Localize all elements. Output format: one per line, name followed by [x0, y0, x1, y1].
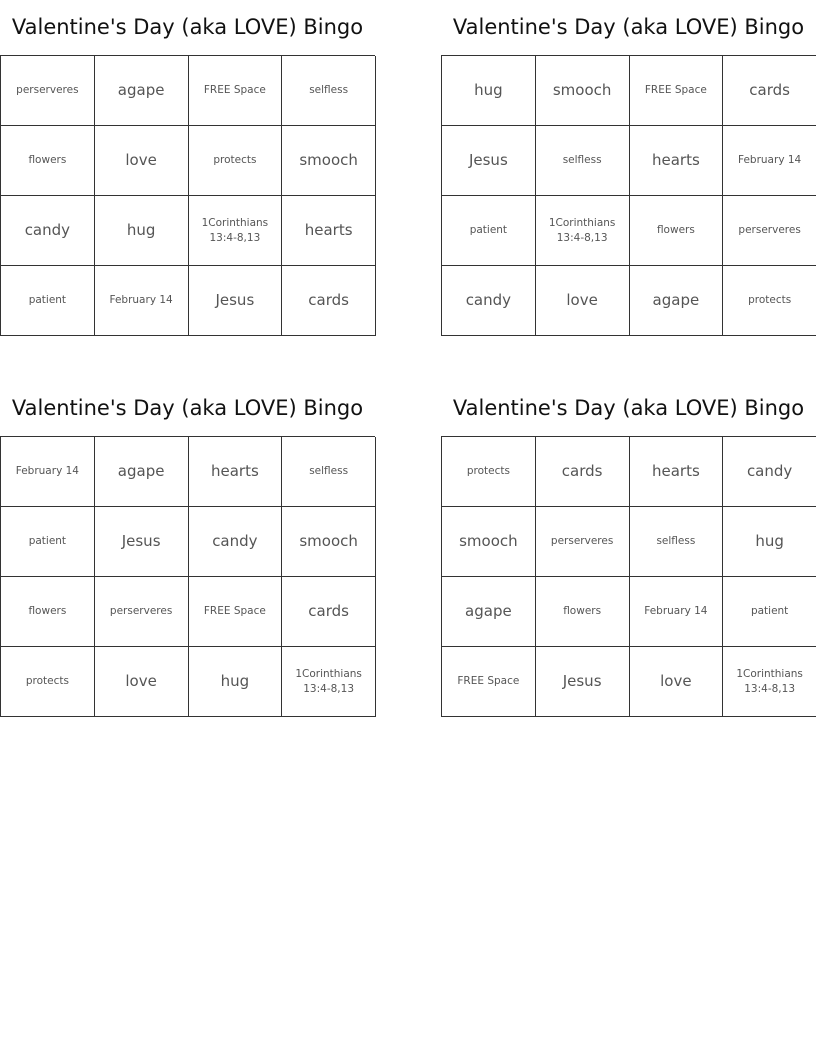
bingo-cell: candy [442, 266, 536, 336]
bingo-cell: FREE Space [189, 56, 283, 126]
bingo-cell: love [630, 647, 724, 717]
bingo-cell: smooch [442, 507, 536, 577]
bingo-cell: hearts [282, 196, 376, 266]
bingo-cell: Jesus [189, 266, 283, 336]
bingo-cell: FREE Space [189, 577, 283, 647]
bingo-cell: February 14 [723, 126, 816, 196]
card-title: Valentine's Day (aka LOVE) Bingo [11, 396, 364, 420]
bingo-cell: patient [442, 196, 536, 266]
bingo-cell: agape [630, 266, 724, 336]
bingo-cell: cards [723, 56, 816, 126]
bingo-cell: perserveres [536, 507, 630, 577]
bingo-cell: perserveres [1, 56, 95, 126]
bingo-cell: smooch [282, 507, 376, 577]
bingo-grid [0, 55, 375, 336]
card-title: Valentine's Day (aka LOVE) Bingo [452, 15, 805, 39]
bingo-cell: cards [282, 577, 376, 647]
bingo-cell: hearts [630, 437, 724, 507]
bingo-cell: selfless [536, 126, 630, 196]
card-title: Valentine's Day (aka LOVE) Bingo [452, 396, 805, 420]
bingo-cell: protects [723, 266, 816, 336]
bingo-cell: hug [189, 647, 283, 717]
bingo-cell: hug [442, 56, 536, 126]
bingo-card-3 [0, 381, 375, 717]
bingo-cell: hug [723, 507, 816, 577]
bingo-card-1 [0, 0, 375, 336]
bingo-cell: February 14 [630, 577, 724, 647]
bingo-cell: smooch [536, 56, 630, 126]
bingo-cell: 1Corinthians 13:4-8,13 [536, 196, 630, 266]
bingo-cell: protects [442, 437, 536, 507]
bingo-cell: agape [95, 56, 189, 126]
bingo-cell: selfless [282, 56, 376, 126]
bingo-cell: smooch [282, 126, 376, 196]
card-title: Valentine's Day (aka LOVE) Bingo [11, 15, 364, 39]
bingo-cell: selfless [282, 437, 376, 507]
bingo-cell: FREE Space [630, 56, 724, 126]
bingo-cell: agape [442, 577, 536, 647]
bingo-cell: protects [1, 647, 95, 717]
bingo-cell: FREE Space [442, 647, 536, 717]
bingo-cell: flowers [630, 196, 724, 266]
bingo-grid [0, 436, 375, 717]
bingo-cell: hearts [630, 126, 724, 196]
bingo-cell: February 14 [95, 266, 189, 336]
bingo-grid [441, 55, 816, 336]
bingo-cell: 1Corinthians 13:4-8,13 [282, 647, 376, 717]
bingo-cell: Jesus [95, 507, 189, 577]
bingo-cell: patient [1, 507, 95, 577]
bingo-cell: patient [723, 577, 816, 647]
bingo-cell: cards [536, 437, 630, 507]
bingo-cell: cards [282, 266, 376, 336]
bingo-cell: candy [1, 196, 95, 266]
bingo-cell: love [536, 266, 630, 336]
bingo-cell: flowers [536, 577, 630, 647]
bingo-cell: Jesus [536, 647, 630, 717]
bingo-cell: love [95, 647, 189, 717]
bingo-grid [441, 436, 816, 717]
bingo-cell: hug [95, 196, 189, 266]
bingo-card-4 [441, 381, 816, 717]
bingo-cell: February 14 [1, 437, 95, 507]
bingo-cell: flowers [1, 577, 95, 647]
bingo-cell: perserveres [723, 196, 816, 266]
bingo-cell: Jesus [442, 126, 536, 196]
bingo-cell: flowers [1, 126, 95, 196]
bingo-cell: agape [95, 437, 189, 507]
bingo-cell: protects [189, 126, 283, 196]
bingo-cell: candy [189, 507, 283, 577]
bingo-cell: 1Corinthians 13:4-8,13 [189, 196, 283, 266]
bingo-cell: selfless [630, 507, 724, 577]
bingo-cell: candy [723, 437, 816, 507]
bingo-cell: love [95, 126, 189, 196]
bingo-cell: hearts [189, 437, 283, 507]
bingo-card-2 [441, 0, 816, 336]
bingo-cell: 1Corinthians 13:4-8,13 [723, 647, 816, 717]
bingo-cell: patient [1, 266, 95, 336]
bingo-cell: perserveres [95, 577, 189, 647]
